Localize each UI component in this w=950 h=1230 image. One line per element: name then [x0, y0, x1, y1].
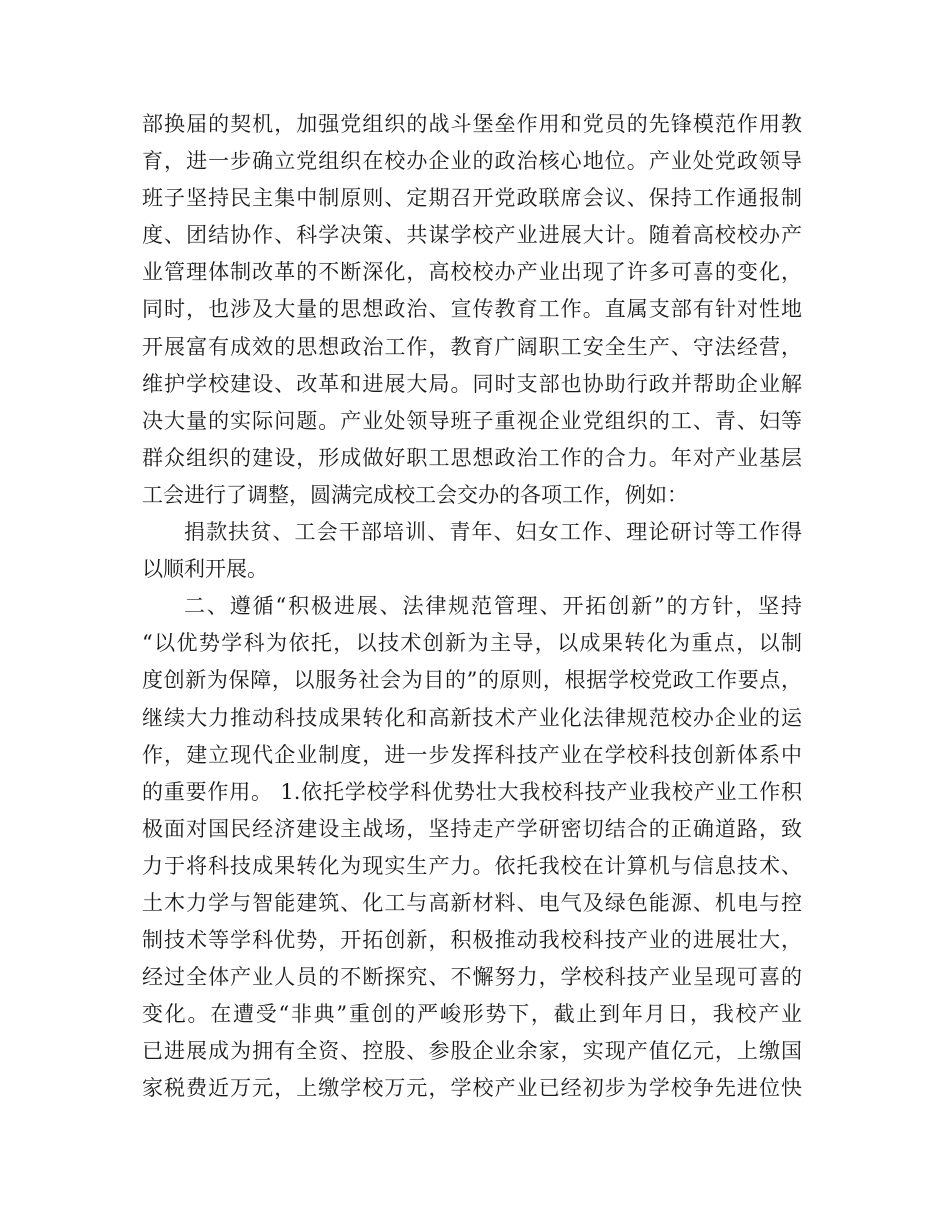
text-line: 变化。在遭受“非典”重创的严峻形势下，截止到年月日，我校产业	[142, 1002, 802, 1027]
text-line: 育，进一步确立党组织在校办企业的政治核心地位。产业处党政领导	[142, 149, 802, 174]
text-line: “以优势学科为依托，以技术创新为主导，以成果转化为重点，以制	[142, 631, 802, 656]
text-line: 家税费近万元，上缴学校万元，学校产业已经初步为学校争先进位快	[142, 1076, 802, 1101]
text-line: 继续大力推动科技成果转化和高新技术产业化法律规范校办企业的运	[142, 705, 802, 730]
body-text	[142, 106, 802, 1108]
text-line: 工会进行了调整，圆满完成校工会交办的各项工作，例如：	[142, 482, 688, 507]
text-line: 已进展成为拥有全资、控股、参股企业余家，实现产值亿元，上缴国	[142, 1039, 802, 1064]
text-line: 决大量的实际问题。产业处领导班子重视企业党组织的工、青、妇等	[142, 408, 802, 433]
text-line: 部换届的契机，加强党组织的战斗堡垒作用和党员的先锋模范作用教	[142, 112, 802, 136]
text-line: 二、遵循“积极进展、法律规范管理、开拓创新”的方针，坚持	[184, 594, 802, 619]
text-line: 的重要作用。 1.依托学校学科优势壮大我校科技产业我校产业工作积	[142, 779, 802, 804]
text-line: 作，建立现代企业制度，进一步发挥科技产业在学校科技创新体系中	[142, 742, 802, 767]
text-line: 度创新为保障，以服务社会为目的”的原则，根据学校党政工作要点，	[142, 668, 802, 693]
text-line: 土木力学与智能建筑、化工与高新材料、电气及绿色能源、机电与控	[142, 890, 802, 915]
text-line: 度、团结协作、科学决策、共谋学校产业进展大计。随着高校校办产	[142, 223, 802, 248]
text-line: 以顺利开展。	[142, 557, 268, 582]
text-line: 开展富有成效的思想政治工作，教育广阔职工安全生产、守法经营，	[142, 334, 802, 359]
text-line: 力于将科技成果转化为现实生产力。依托我校在计算机与信息技术、	[142, 853, 802, 878]
text-line: 维护学校建设、改革和进展大局。同时支部也协助行政并帮助企业解	[142, 371, 802, 396]
text-line: 业管理体制改革的不断深化，高校校办产业出现了许多可喜的变化，	[142, 260, 802, 285]
text-line: 捐款扶贫、工会干部培训、青年、妇女工作、理论研讨等工作得	[184, 520, 802, 545]
text-line: 极面对国民经济建设主战场，坚持走产学研密切结合的正确道路，致	[142, 816, 802, 841]
text-line: 群众组织的建设，形成做好职工思想政治工作的合力。年对产业基层	[142, 445, 802, 470]
text-line: 经过全体产业人员的不断探究、不懈努力，学校科技产业呈现可喜的	[142, 965, 802, 990]
text-line: 班子坚持民主集中制原则、定期召开党政联席会议、保持工作通报制	[142, 186, 802, 211]
text-line: 制技术等学科优势，开拓创新，积极推动我校科技产业的进展壮大，	[142, 928, 802, 953]
text-line: 同时，也涉及大量的思想政治、宣传教育工作。直属支部有针对性地	[142, 297, 802, 322]
